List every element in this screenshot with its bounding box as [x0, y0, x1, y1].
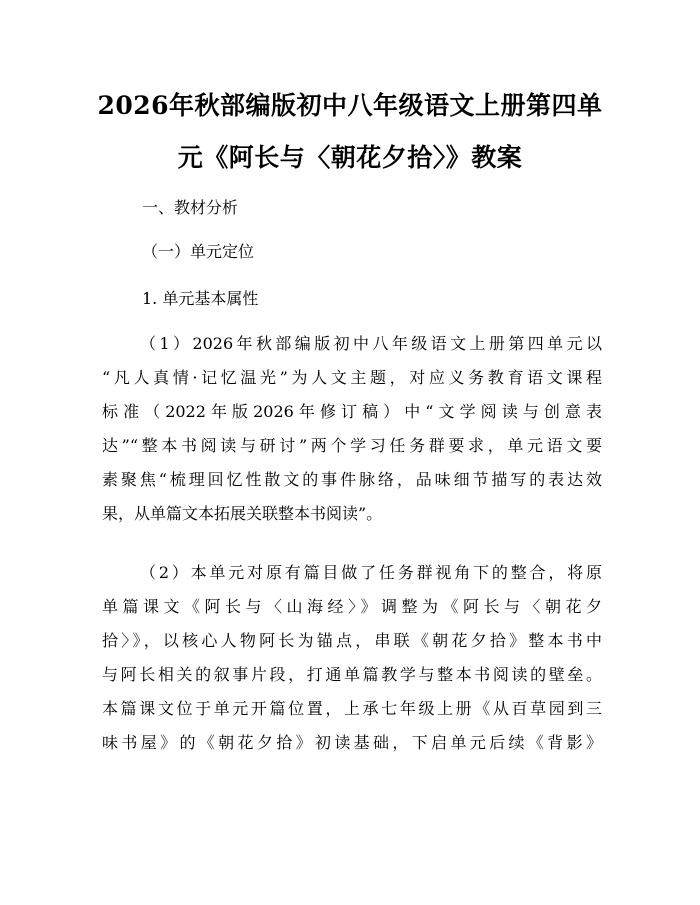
title-line-2: 元《阿长与〈朝花夕拾〉》教案 — [177, 143, 523, 172]
paragraph-2-line: （2）本单元对原有篇目做了任务群视角下的整合，将原 — [140, 563, 602, 582]
paragraph-1-line: “凡人真情·记忆温光”为人文主题，对应义务教育语文课程 — [102, 368, 602, 387]
paragraph-2-line: 单篇课文《阿长与〈山海经〉》调整为《阿长与〈朝花夕 — [102, 597, 602, 616]
title-line-1: 2026年秋部编版初中八年级语文上册第四单 — [97, 91, 603, 120]
document-title — [80, 80, 620, 184]
paragraph-2 — [102, 556, 602, 760]
paragraph-1-line: 果，从单篇文本拓展关联整本书阅读”。 — [102, 504, 383, 523]
paragraph-2-line: 与阿长相关的叙事片段，打通单篇教学与整本书阅读的壁垒。 — [102, 665, 602, 684]
paragraph-1-line: 标准（2022年版2026年修订稿）中“文学阅读与创意表 — [102, 402, 602, 421]
paragraph-1-line: （1）2026年秋部编版初中八年级语文上册第四单元以 — [140, 334, 602, 353]
paragraph-2-line: 味书屋》的《朝花夕拾》初读基础，下启单元后续《背影》 — [102, 733, 602, 752]
section-heading: 一、教材分析 — [142, 198, 239, 217]
paragraph-2-line: 拾〉》，以核心人物阿长为锚点，串联《朝花夕拾》整本书中 — [102, 631, 602, 650]
paragraph-2-line: 本篇课文位于单元开篇位置，上承七年级上册《从百草园到三 — [102, 699, 602, 718]
paragraph-1-line: 素聚焦“梳理回忆性散文的事件脉络，品味细节描写的表达效 — [102, 470, 602, 489]
subsection-heading: （一）单元定位 — [142, 242, 255, 261]
paragraph-1 — [102, 327, 602, 531]
paragraph-1-line: 达”“整本书阅读与研讨”两个学习任务群要求，单元语文要 — [102, 436, 602, 455]
item-heading: 1. 单元基本属性 — [142, 289, 259, 308]
